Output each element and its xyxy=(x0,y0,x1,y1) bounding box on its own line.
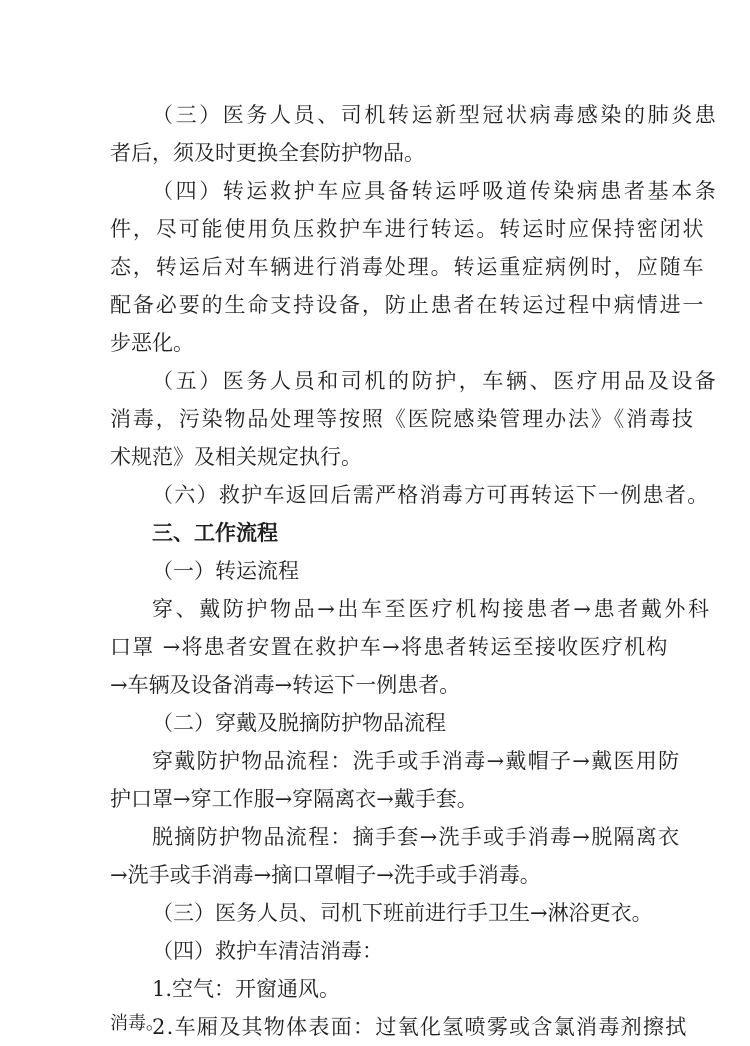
doffing-process-line-1: 脱摘防护物品流程：摘手套→洗手或手消毒→脱隔离衣 xyxy=(152,825,681,849)
disinfection-item-2-line-1: 2.车厢及其物体表面：过氧化氢喷雾或含氯消毒剂擦拭 xyxy=(152,1015,688,1039)
paragraph-6-line-1: （六）救护车返回后需严格消毒方可再转运下一例患者。 xyxy=(152,483,710,507)
section-heading-workflow: 三、工作流程 xyxy=(152,521,278,545)
paragraph-5-line-3: 术规范》及相关规定执行。 xyxy=(110,445,362,469)
paragraph-3-line-1: （三）医务人员、司机转运新型冠状病毒感染的肺炎患 xyxy=(152,103,719,127)
paragraph-4-line-3: 态，转运后对车辆进行消毒处理。转运重症病例时，应随车 xyxy=(110,255,706,279)
donning-process-line-1: 穿戴防护物品流程：洗手或手消毒→戴帽子→戴医用防 xyxy=(152,749,681,773)
paragraph-3-line-2: 者后，须及时更换全套防护物品。 xyxy=(110,141,425,165)
donning-process-line-2: 护口罩→穿工作服→穿隔离衣→戴手套。 xyxy=(110,787,478,811)
disinfection-item-1: 1.空气：开窗通风。 xyxy=(152,977,341,1001)
transfer-process-line-1: 穿、戴防护物品→出车至医疗机构接患者→患者戴外科 xyxy=(152,597,712,621)
paragraph-4-line-2: 件，尽可能使用负压救护车进行转运。转运时应保持密闭状 xyxy=(110,217,706,241)
paragraph-4-line-4: 配备必要的生命支持设备，防止患者在转运过程中病情进一 xyxy=(110,293,706,317)
subheading-transfer-process: （一）转运流程 xyxy=(152,559,299,583)
paragraph-5-line-2: 消毒，污染物品处理等按照《医院感染管理办法》《消毒技 xyxy=(110,407,695,431)
disinfection-item-2-line-2: 消毒。 xyxy=(110,1013,164,1034)
transfer-process-line-2: 口罩 →将患者安置在救护车→将患者转运至接收医疗机构 xyxy=(110,635,669,659)
paragraph-hand-hygiene: （三）医务人员、司机下班前进行手卫生→淋浴更衣。 xyxy=(152,901,653,925)
transfer-process-line-3: →车辆及设备消毒→转运下一例患者。 xyxy=(110,673,461,697)
doffing-process-line-2: →洗手或手消毒→摘口罩帽子→洗手或手消毒。 xyxy=(110,863,541,887)
paragraph-4-line-5: 步恶化。 xyxy=(110,331,194,355)
subheading-ambulance-disinfection: （四）救护车清洁消毒： xyxy=(152,939,383,963)
subheading-ppe-process: （二）穿戴及脱摘防护物品流程 xyxy=(152,711,446,735)
paragraph-4-line-1: （四）转运救护车应具备转运呼吸道传染病患者基本条 xyxy=(152,179,719,203)
paragraph-5-line-1: （五）医务人员和司机的防护，车辆、医疗用品及设备 xyxy=(152,369,719,393)
